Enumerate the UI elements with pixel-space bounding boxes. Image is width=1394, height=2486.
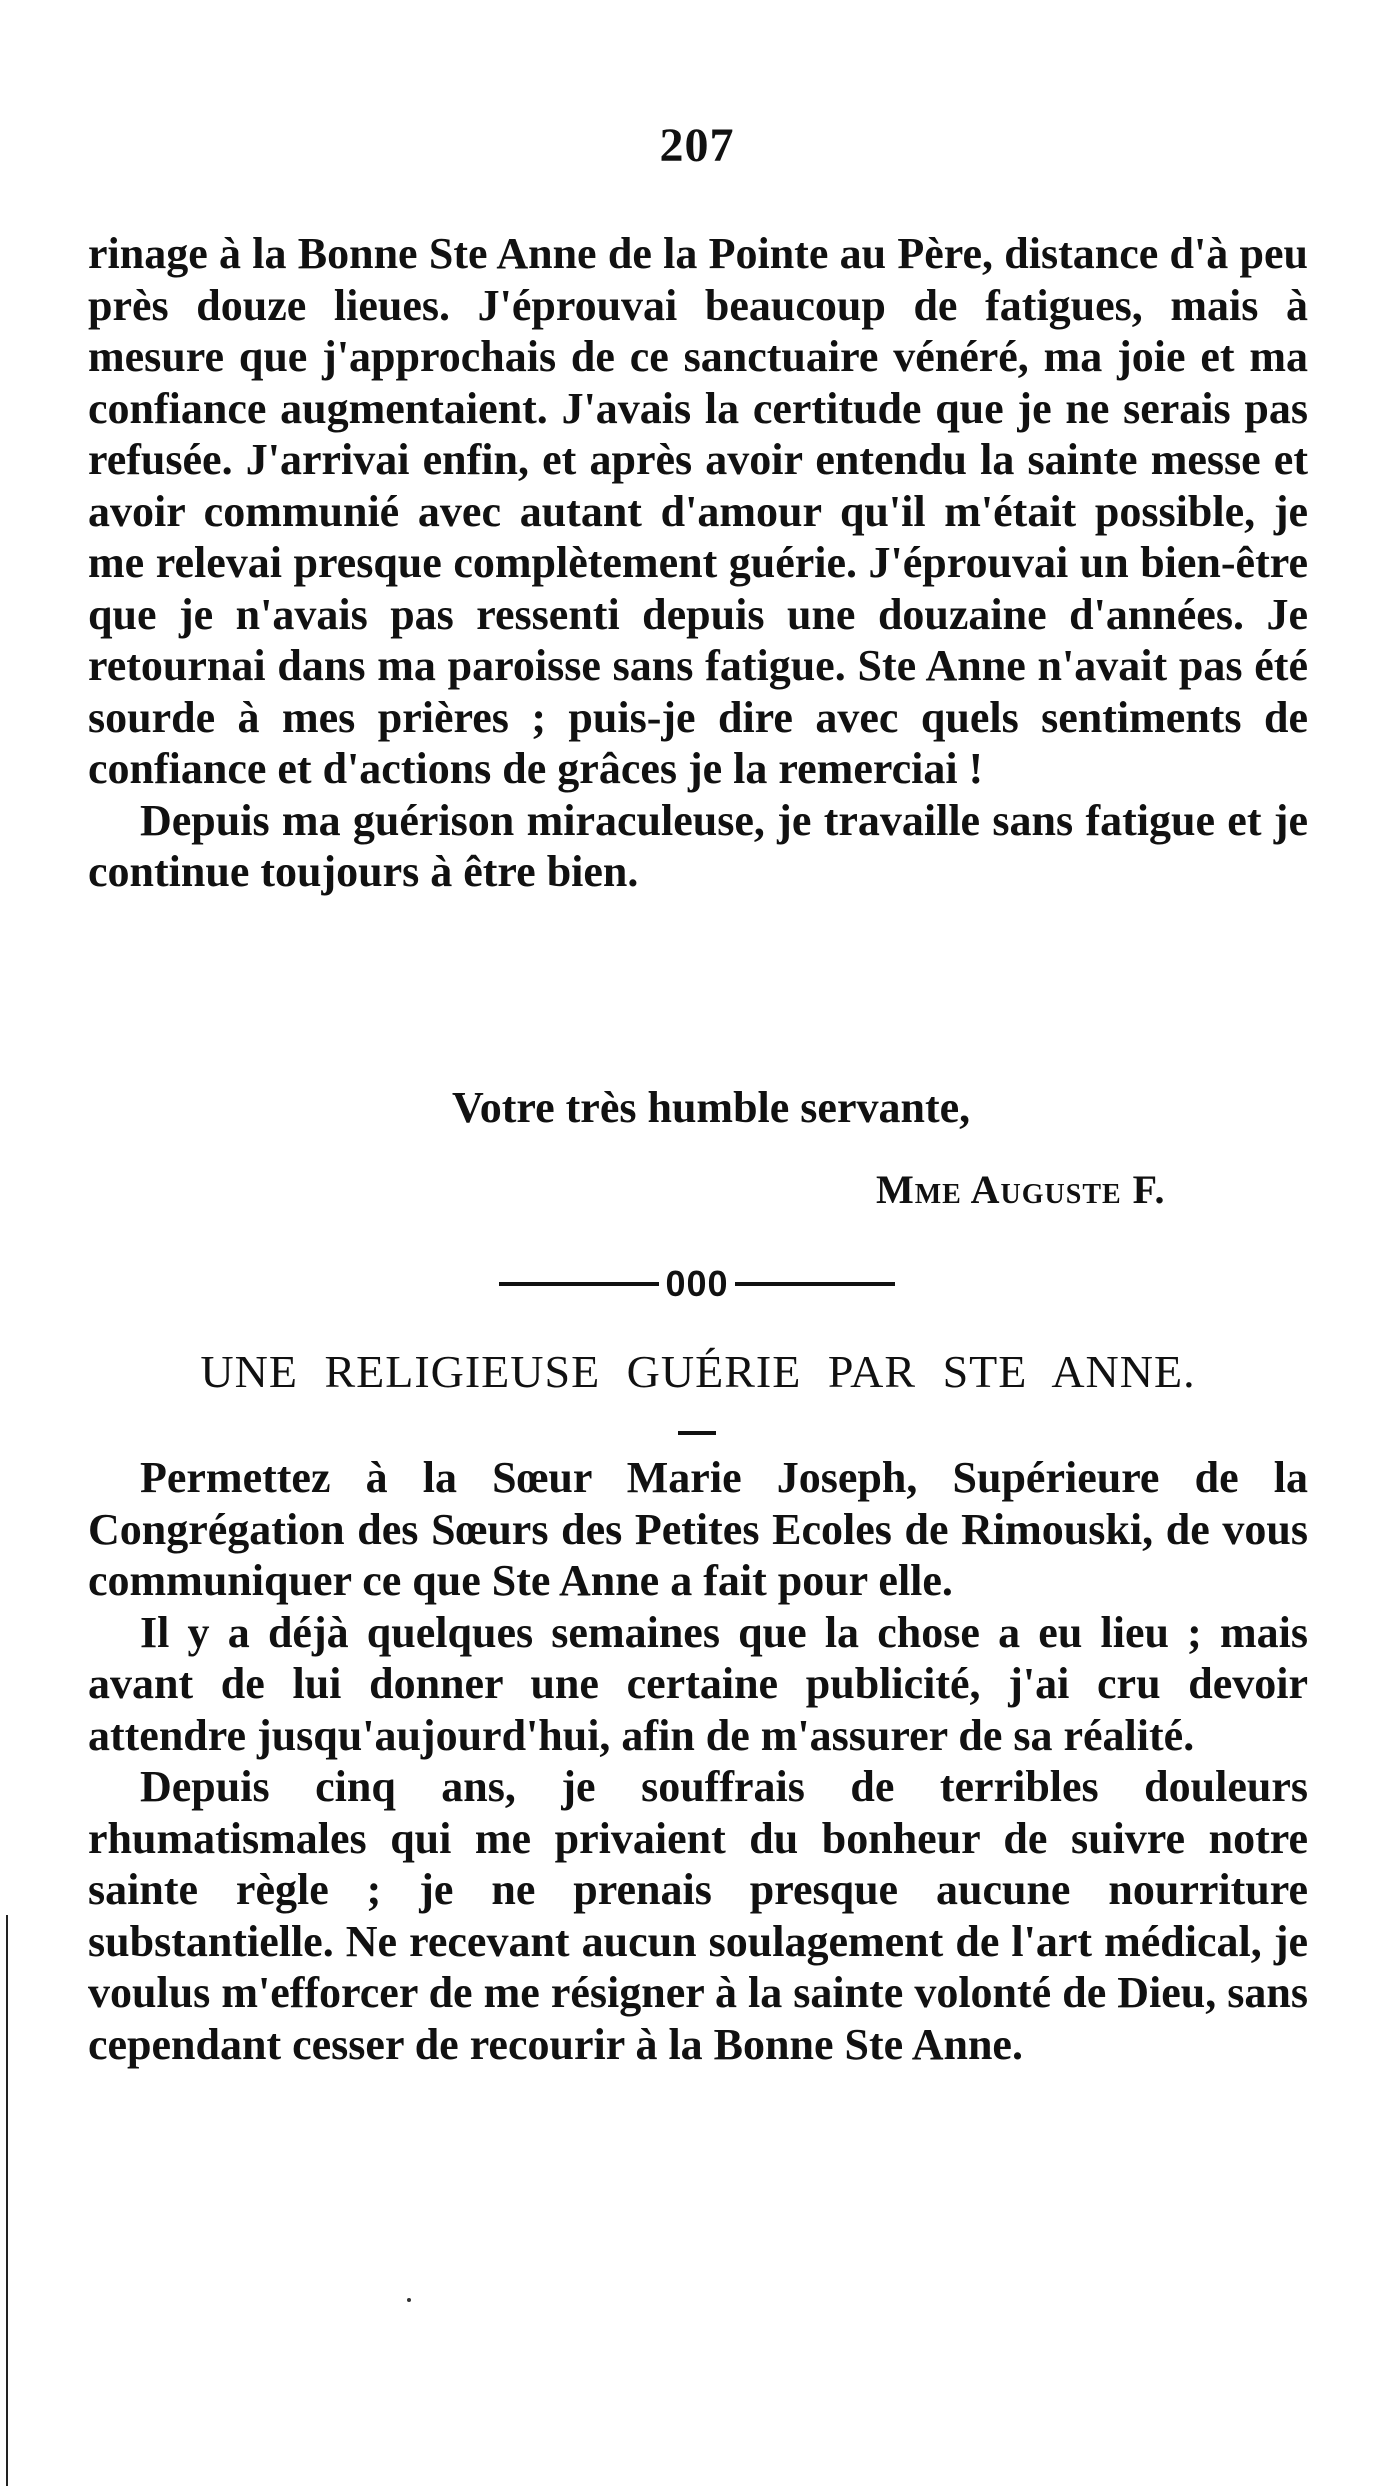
title-underline-rule [678,1431,716,1435]
article-paragraph-2: Il y a déjà quelques semaines que la chose a eu lieu ; mais avant de lui donner une certaine publicité, j'ai cru devoir attendre jusqu'aujourd'hui, afin de m'assurer de sa réalité. [88,1607,1308,1760]
article-paragraph-1: Permettez à la Sœur Marie Joseph, Supérieure de la Congrégation des Sœurs des Petites Ecoles de Rimouski, de vous communiquer ce que Ste Anne a fait pour elle. [88,1453,1308,1605]
article-paragraph-3: Depuis cinq ans, je souffrais de terribles douleurs rhumatismales qui me privaient du bonheur de suivre notre sainte règle ; je ne prenais presque aucune nourriture substantielle. Ne recevant aucun soulagement de l'art médical, je voulus m'efforcer de me résigner à la sainte volonté de Dieu, sans cependant cesser de recourir à la Bonne Ste Anne. [88,1762,1308,2069]
separator-mark: 000 [665,1263,729,1304]
separator-rule-left [499,1282,659,1286]
letter-paragraph-1: rinage à la Bonne Ste Anne de la Pointe au Père, distance d'à peu près douze lieues. J'éprouvai beaucoup de fatigues, mais à mesure que j'approchais de ce sanctuaire vénéré, ma joie et ma confiance augmentaient. J'avais la certitude que je ne serais pas refusée. J'arrivai enfin, et après avoir entendu la sainte messe et avoir communié avec autant d'amour qu'il m'était possible, je me relevai presque complètement guérie. J'éprouvai un bien-être que je n'avais pas ressenti depuis une douzaine d'années. Je retournai dans ma paroisse sans fatigue. Ste Anne n'avait pas été sourde à mes prières ; puis-je dire avec quels sentiments de confiance et d'actions de grâces je la remerciai ! [88,229,1308,793]
scan-edge-line [6,1915,8,2486]
letter-closing: Votre très humble servante, [452,1083,971,1132]
ink-speck [407,2298,411,2302]
section-separator [0,1263,1394,1305]
letter-signature: Mme Auguste F. [876,1167,1166,1212]
article-title: UNE RELIGIEUSE GUÉRIE PAR STE ANNE. [200,1346,1196,1397]
page-number: 207 [659,119,735,172]
article-body [88,1452,1308,2070]
continued-letter [88,228,1308,898]
letter-paragraph-2: Depuis ma guérison miraculeuse, je travaille sans fatigue et je continue toujours à être bien. [88,795,1308,896]
separator-rule-right [735,1282,895,1286]
